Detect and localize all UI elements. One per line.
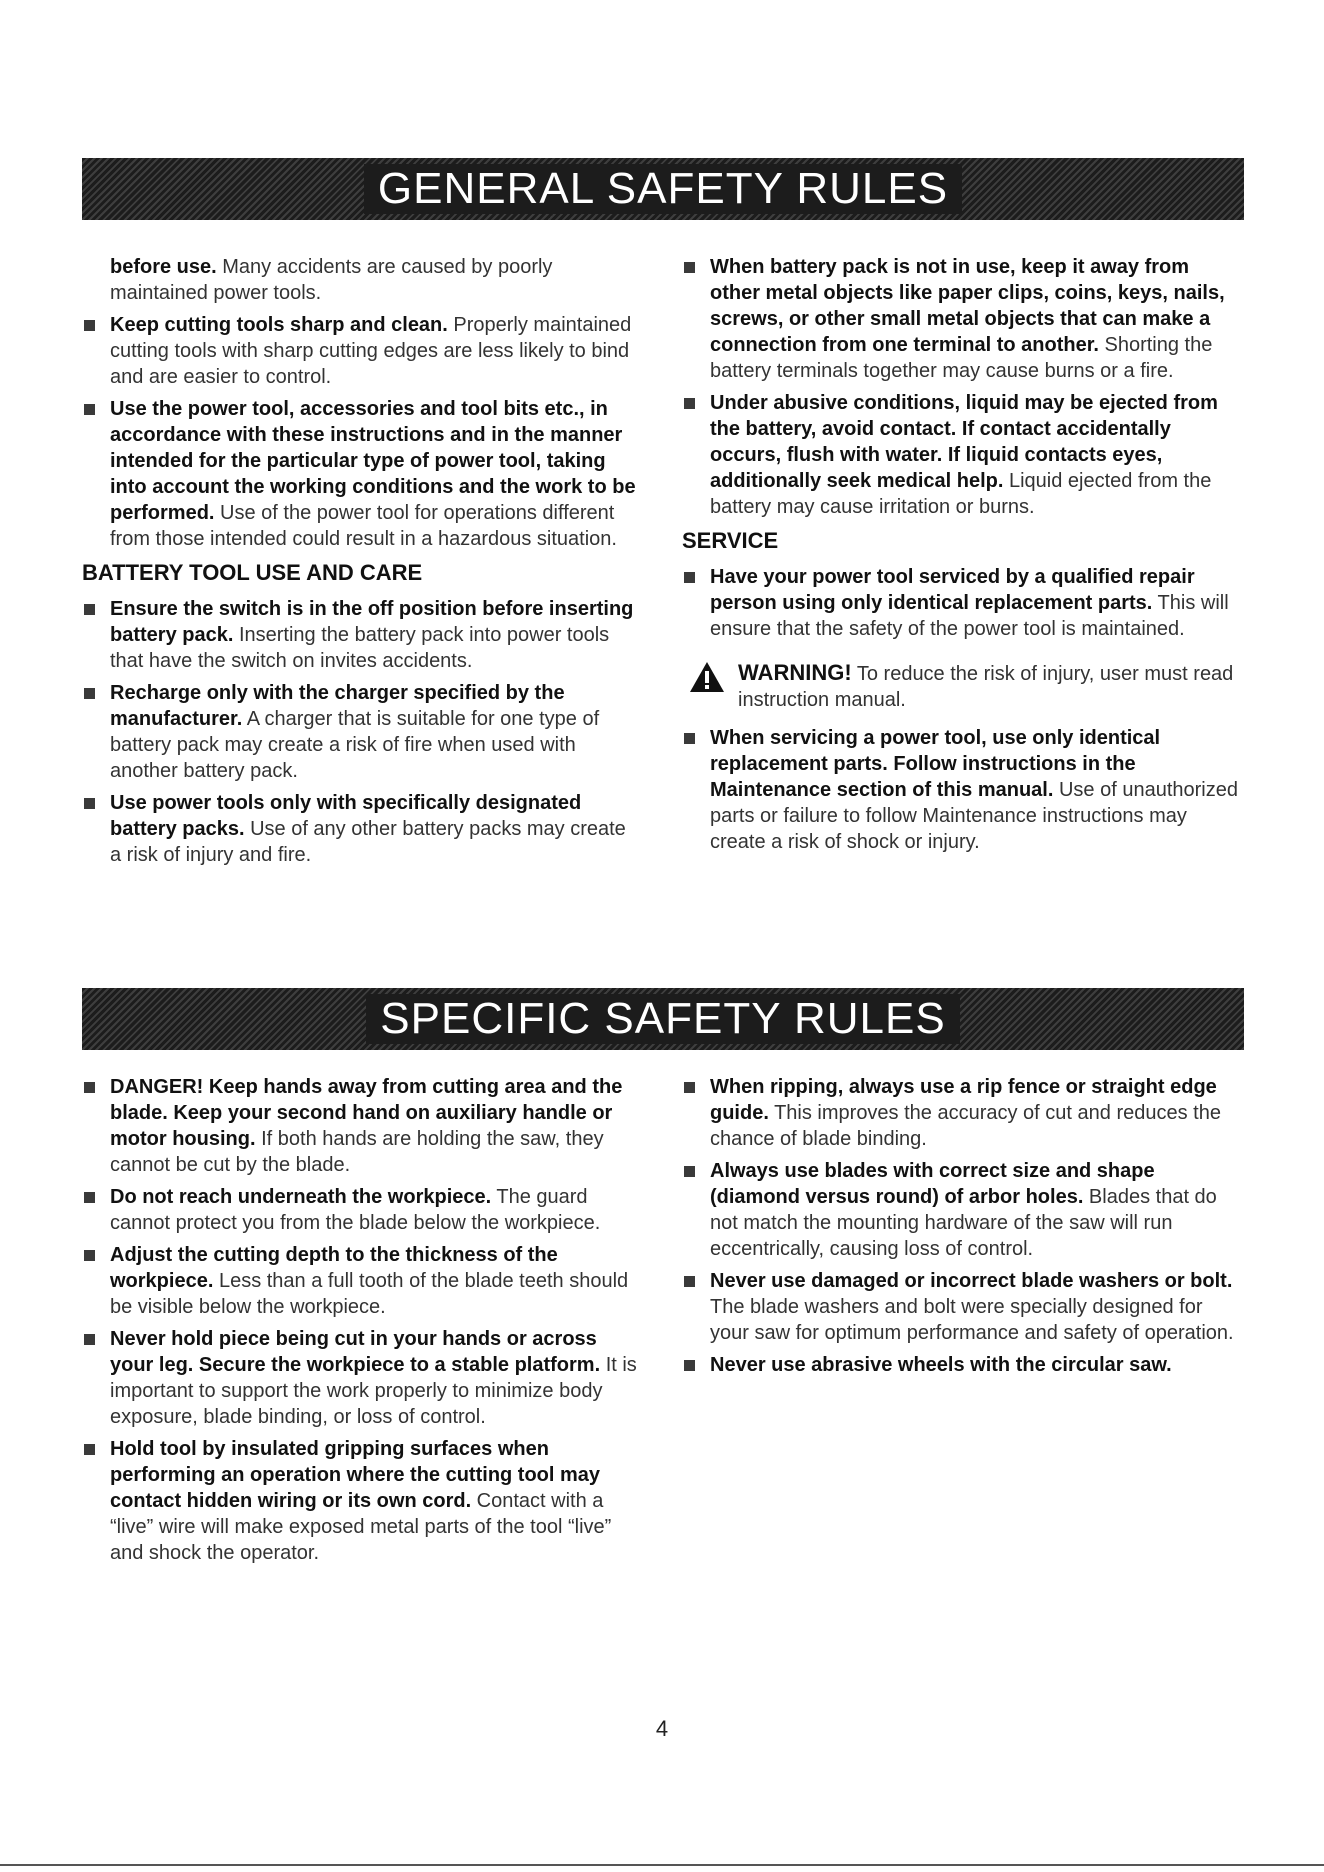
item-body-text: Inserting the battery pack into power tools that have the switch on invites accidents. bbox=[110, 624, 610, 672]
item-bold-text: Recharge only with the charger specified by the manufacturer. bbox=[110, 682, 565, 730]
bullet-icon bbox=[684, 1082, 695, 1093]
list-item bbox=[82, 1242, 642, 1320]
list-item bbox=[82, 1184, 642, 1236]
list-item bbox=[682, 1268, 1242, 1346]
item-body-text: It is important to support the work properly to minimize body exposure, blade binding, or loss of control. bbox=[110, 1354, 637, 1428]
item-body-text: Less than a full tooth of the blade teeth should be visible below the workpiece. bbox=[110, 1270, 629, 1318]
item-body-text: Blades that do not match the mounting hardware of the saw will run eccentrically, causing loss of control. bbox=[710, 1186, 1217, 1260]
list-item bbox=[682, 254, 1242, 384]
list-item bbox=[82, 596, 642, 674]
item-bold-text: Ensure the switch is in the off position before inserting battery pack. bbox=[110, 598, 634, 646]
warning-notice bbox=[682, 660, 1242, 713]
item-bold-text: Hold tool by insulated gripping surfaces when performing an operation where the cutting tool may contact hidden wiring or its own cord. bbox=[110, 1438, 601, 1512]
item-body-text: A charger that is suitable for one type of battery pack may create a risk of fire when used with another battery pack. bbox=[110, 708, 600, 782]
bullet-icon bbox=[684, 1276, 695, 1287]
list-item bbox=[682, 725, 1242, 855]
bullet-icon bbox=[684, 1166, 695, 1177]
bullet-icon bbox=[684, 398, 695, 409]
warning-text: To reduce the risk of injury, user must read instruction manual. bbox=[738, 663, 1234, 711]
item-body-text: The guard cannot protect you from the blade below the workpiece. bbox=[110, 1186, 601, 1234]
item-body-text: Contact with a “live” wire will make exposed metal parts of the tool “live” and shock the operator. bbox=[110, 1490, 612, 1564]
battery-section-heading: BATTERY TOOL USE AND CARE bbox=[82, 560, 423, 585]
bullet-icon bbox=[684, 733, 695, 744]
specific-safety-banner bbox=[82, 988, 1244, 1050]
item-bold-text: When servicing a power tool, use only identical replacement parts. Follow instructions in the Maintenance section of this manual. bbox=[710, 727, 1161, 801]
item-body-text: Properly maintained cutting tools with sharp cutting edges are less likely to bind and are easier to control. bbox=[110, 314, 632, 388]
bullet-icon bbox=[684, 262, 695, 273]
warning-triangle-icon bbox=[688, 660, 726, 694]
item-bold-text: When battery pack is not in use, keep it away from other metal objects like paper clips, coins, keys, nails, screws, or other small metal objects that can make a connection from one terminal to another. bbox=[710, 256, 1225, 356]
item-bold-text: When ripping, always use a rip fence or straight edge guide. bbox=[710, 1076, 1217, 1124]
bullet-icon bbox=[84, 1192, 95, 1203]
item-bold-text: DANGER! Keep hands away from cutting area and the blade. Keep your second hand on auxiliary handle or motor housing. bbox=[110, 1076, 623, 1150]
list-item bbox=[82, 1326, 642, 1430]
item-bold-text: Under abusive conditions, liquid may be ejected from the battery, avoid contact. If contact accidentally occurs, flush with water. If liquid contacts eyes, additionally seek medical help. bbox=[710, 392, 1218, 492]
item-bold-text: Never hold piece being cut in your hands or across your leg. Secure the workpiece to a stable platform. bbox=[110, 1328, 601, 1376]
general-safety-banner bbox=[82, 158, 1244, 220]
item-bold-text: Never use damaged or incorrect blade washers or bolt. bbox=[710, 1270, 1233, 1292]
service-section-heading: SERVICE bbox=[682, 528, 779, 553]
page-number: 4 bbox=[655, 1716, 669, 1741]
list-item bbox=[682, 1158, 1242, 1262]
general-right-column bbox=[682, 254, 1242, 861]
bullet-icon bbox=[84, 1444, 95, 1455]
item-bold-text: Always use blades with correct size and shape (diamond versus round) of arbor holes. bbox=[710, 1160, 1155, 1208]
item-body-text: This will ensure that the safety of the power tool is maintained. bbox=[710, 592, 1229, 640]
bullet-icon bbox=[84, 1250, 95, 1261]
bullet-icon bbox=[84, 1334, 95, 1345]
list-item bbox=[682, 390, 1242, 520]
general-left-column bbox=[82, 254, 642, 874]
bullet-icon bbox=[684, 572, 695, 583]
item-body-text: Use of unauthorized parts or failure to follow Maintenance instructions may create a risk of shock or injury. bbox=[710, 779, 1238, 853]
specific-safety-title: SPECIFIC SAFETY RULES bbox=[366, 994, 959, 1044]
specific-right-column bbox=[682, 1074, 1242, 1384]
item-body-text: The blade washers and bolt were specially designed for your saw for optimum performance and safety of operation. bbox=[710, 1296, 1234, 1344]
list-item bbox=[682, 1074, 1242, 1152]
item-bold-text: Never use abrasive wheels with the circular saw. bbox=[710, 1354, 1172, 1376]
list-item bbox=[682, 564, 1242, 642]
item-body-text: If both hands are holding the saw, they cannot be cut by the blade. bbox=[110, 1128, 604, 1176]
item-body-text: Use of any other battery packs may create a risk of injury and fire. bbox=[110, 818, 626, 866]
general-safety-title: GENERAL SAFETY RULES bbox=[364, 164, 962, 214]
specific-left-column bbox=[82, 1074, 642, 1572]
bottom-rule bbox=[0, 1864, 1324, 1866]
bullet-icon bbox=[84, 404, 95, 415]
bullet-icon bbox=[84, 320, 95, 331]
item-body-text: Liquid ejected from the battery may cause irritation or burns. bbox=[710, 470, 1212, 518]
bullet-icon bbox=[684, 1360, 695, 1371]
list-item bbox=[82, 1074, 642, 1178]
warning-label: WARNING! bbox=[738, 660, 852, 685]
continued-paragraph: before use. Many accidents are caused by poorly maintained power tools. bbox=[110, 256, 553, 304]
item-bold-text: Adjust the cutting depth to the thickness of the workpiece. bbox=[110, 1244, 558, 1292]
item-body-text: This improves the accuracy of cut and reduces the chance of blade binding. bbox=[710, 1102, 1221, 1150]
item-bold-text: Use power tools only with specifically designated battery packs. bbox=[110, 792, 582, 840]
item-bold-text: Use the power tool, accessories and tool bits etc., in accordance with these instructions and in the manner intended for the particular type of power tool, taking into account the working conditions and the work to be performed. bbox=[110, 398, 636, 524]
list-item bbox=[82, 1436, 642, 1566]
item-body-text: Use of the power tool for operations different from those intended could result in a hazardous situation. bbox=[110, 502, 617, 550]
list-item bbox=[82, 396, 642, 552]
list-item bbox=[82, 790, 642, 868]
list-item bbox=[82, 312, 642, 390]
item-bold-text: Keep cutting tools sharp and clean. bbox=[110, 314, 448, 336]
item-body-text: Shorting the battery terminals together may cause burns or a fire. bbox=[710, 334, 1213, 382]
bullet-icon bbox=[84, 798, 95, 809]
bullet-icon bbox=[84, 604, 95, 615]
list-item bbox=[82, 680, 642, 784]
bullet-icon bbox=[84, 1082, 95, 1093]
list-item bbox=[682, 1352, 1242, 1378]
item-bold-text: Have your power tool serviced by a qualified repair person using only identical replacement parts. bbox=[710, 566, 1195, 614]
bullet-icon bbox=[84, 688, 95, 699]
item-bold-text: Do not reach underneath the workpiece. bbox=[110, 1186, 492, 1208]
